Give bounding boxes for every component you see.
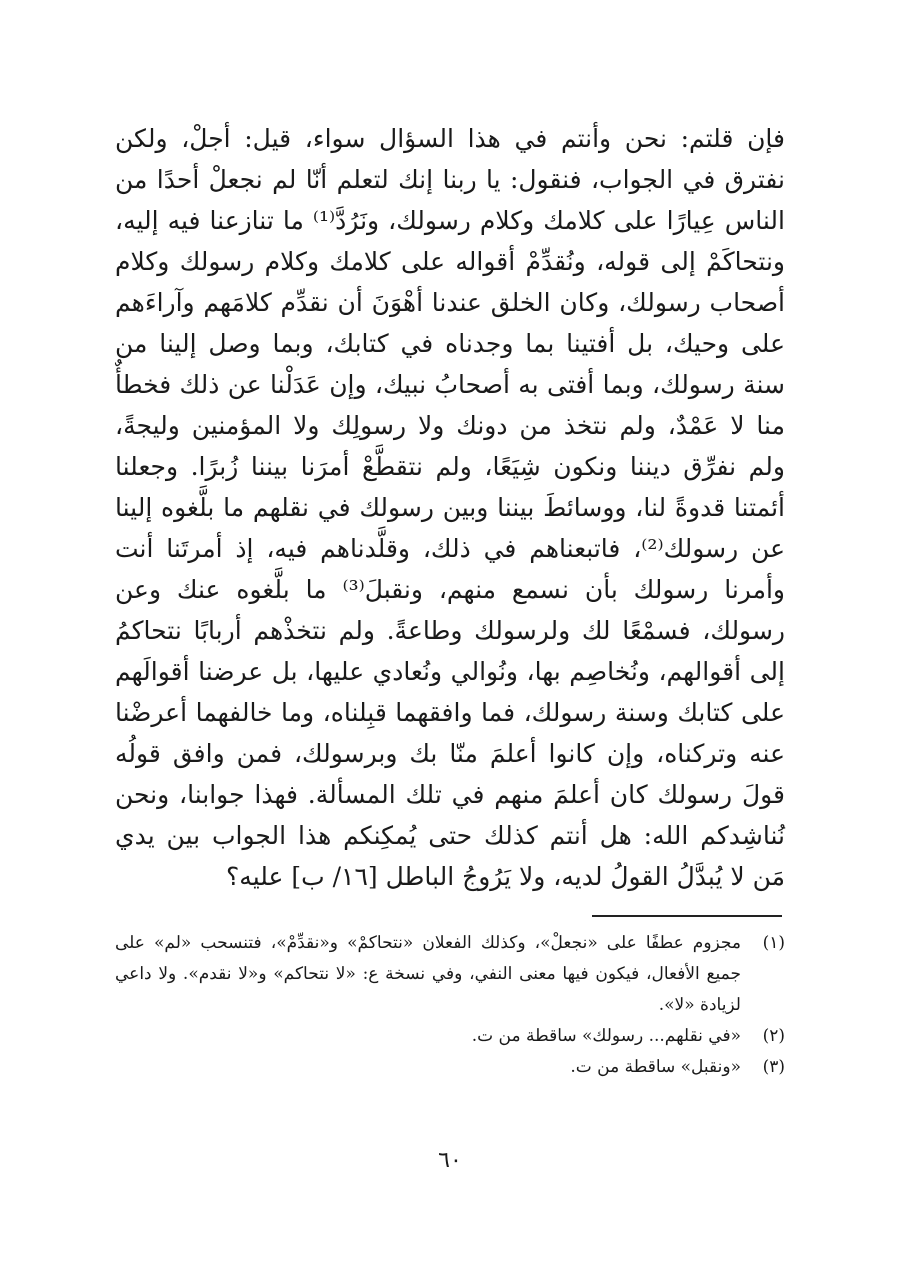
footnote-number: (٣)	[762, 1057, 785, 1077]
main-text-block	[115, 118, 785, 897]
footnote-separator	[592, 915, 782, 917]
footnote-number: (٢)	[762, 1026, 785, 1046]
footnote-3	[115, 1052, 785, 1083]
footnotes	[115, 928, 785, 1083]
footnote-text: «في نقلهم... رسولك» ساقطة من ت.	[471, 1026, 741, 1046]
footnote-number: (١)	[762, 933, 785, 953]
footnote-text: «ونقبل» ساقطة من ت.	[570, 1057, 741, 1077]
page-number: ٦٠	[438, 1148, 462, 1173]
footnote-text: مجزوم عطفًا على «نجعلْ»، وكذلك الفعلان «نتحاكمْ» و«نقدِّمْ»، فتنسحب «لم» على جميع الأفعال، فيكون فيها معنى النفي، وفي نسخة ع: «لا نتحاكم» و«لا نقدم». ولا داعي لزيادة «لا».	[115, 933, 741, 1015]
footnote-2	[115, 1021, 785, 1052]
main-paragraph: فإن قلتم: نحن وأنتم في هذا السؤال سواء، قيل: أجلْ، ولكن نفترق في الجواب، فنقول: يا ربنا إنك لتعلم أنّا لم نجعلْ أحدًا من الناس عِيارًا على كلامك وكلام رسولك، ونَرُدَّ⁽¹⁾ ما تنازعنا فيه إليه، ونتحاكَمْ إلى قوله، ونُقدِّمْ أقواله على كلامك وكلام رسولك وكلام أصحاب رسولك، وكان الخلق عندنا أهْوَنَ أن نقدِّم كلامَهم وآراءَهم على وحيك، بل أفتينا بما وجدناه في كتابك، وبما وصل إلينا من سنة رسولك، وبما أفتى به أصحابُ نبيك، وإن عَدَلْنا عن ذلك فخطأٌ منا لا عَمْدٌ، ولم نتخذ من دونك ولا رسولِك ولا المؤمنين وليجةً، ولم نفرِّق ديننا ونكون شِيَعًا، ولم نتقطَّعْ أمرَنا بيننا زُبرًا. وجعلنا أئمتنا قدوةً لنا، ووسائطَ بيننا وبين رسولك في نقلهم ما بلَّغوه إلينا عن رسولك⁽²⁾، فاتبعناهم في ذلك، وقلَّدناهم فيه، إذ أمرتَنا أنت وأمرنا رسولك بأن نسمع منهم، ونقبلَ⁽³⁾ ما بلَّغوه عنك وعن رسولك، فسمْعًا لك ولرسولك وطاعةً. ولم نتخذْهم أربابًا نتحاكمُ إلى أقوالهم، ونُخاصِم بها، ونُوالي ونُعادي عليها، بل عرضنا أقوالَهم على كتابك وسنة رسولك، فما وافقهما قبِلناه، وما خالفهما أعرضْنا عنه وتركناه، وإن كانوا أعلمَ منّا بك وبرسولك، فمن وافق قولُه قولَ رسولك كان أعلمَ منهم في تلك المسألة. فهذا جوابنا، ونحن نُناشِدكم الله: هل أنتم كذلك حتى يُمكِنكم هذا الجواب بين يدي مَن لا يُبدَّلُ القولُ لديه، ولا يَرُوجُ الباطل [١٦/ ب] عليه؟	[115, 124, 786, 891]
footnote-1	[115, 928, 785, 1021]
